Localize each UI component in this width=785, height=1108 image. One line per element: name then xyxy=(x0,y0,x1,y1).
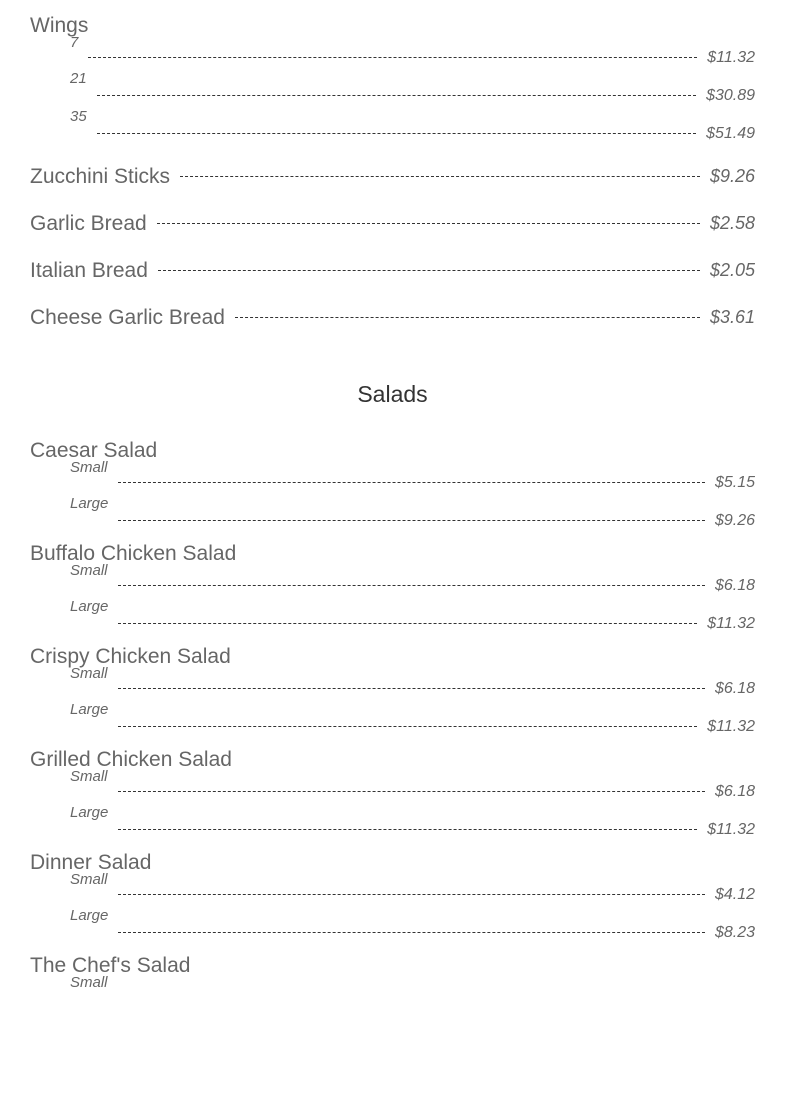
menu-item-row xyxy=(30,200,755,247)
option-price: $51.49 xyxy=(706,125,755,142)
option-price: $30.89 xyxy=(706,87,755,104)
option-list xyxy=(30,768,755,838)
option-price: $6.18 xyxy=(714,680,755,697)
menu-item-row xyxy=(30,247,755,294)
option-row xyxy=(70,871,755,903)
dotted-leader xyxy=(118,520,705,521)
menu-item-salad xyxy=(30,952,755,1006)
option-label: Small xyxy=(70,562,108,579)
option-list xyxy=(30,34,755,142)
option-price: $4.12 xyxy=(714,886,755,903)
item-price: $2.05 xyxy=(709,260,755,280)
option-label: Large xyxy=(70,907,109,924)
menu-item-salad xyxy=(30,746,755,838)
item-name: Garlic Bread xyxy=(30,211,147,235)
option-label: 21 xyxy=(70,70,87,87)
option-row xyxy=(70,562,755,594)
item-title: The Chef's Salad xyxy=(30,954,191,977)
dotted-leader xyxy=(180,176,700,177)
section-title: Salads xyxy=(357,381,428,407)
dotted-leader xyxy=(88,57,697,58)
option-price: $11.32 xyxy=(707,615,755,632)
item-price: $2.58 xyxy=(709,213,755,233)
item-title: Dinner Salad xyxy=(30,851,152,874)
option-row xyxy=(70,768,755,800)
option-price: $11.32 xyxy=(707,49,755,66)
menu-item-row xyxy=(30,294,755,341)
option-label: Small xyxy=(70,974,108,991)
dotted-leader xyxy=(118,623,697,624)
option-row xyxy=(70,974,755,1006)
dotted-leader xyxy=(157,223,700,224)
option-label: Large xyxy=(70,804,109,821)
option-list xyxy=(30,562,755,632)
option-row xyxy=(70,903,755,941)
menu-item-salad xyxy=(30,643,755,735)
option-price: $9.26 xyxy=(714,512,755,529)
dotted-leader xyxy=(118,482,705,483)
menu-page xyxy=(30,12,755,1017)
option-label: Small xyxy=(70,665,108,682)
option-row xyxy=(70,491,755,529)
item-title: Crispy Chicken Salad xyxy=(30,645,231,668)
option-label: Large xyxy=(70,495,109,512)
option-row xyxy=(70,459,755,491)
dotted-leader xyxy=(118,932,705,933)
option-label: Large xyxy=(70,598,109,615)
option-price: $6.18 xyxy=(714,783,755,800)
simple-item-list xyxy=(30,153,755,341)
menu-item-salad xyxy=(30,540,755,632)
option-price: $8.23 xyxy=(714,924,755,941)
dotted-leader xyxy=(118,894,705,895)
option-price: $5.15 xyxy=(714,474,755,491)
option-list xyxy=(30,974,755,1006)
option-label: Small xyxy=(70,768,108,785)
salad-list xyxy=(30,437,755,1006)
option-row xyxy=(70,594,755,632)
option-price: $11.32 xyxy=(707,718,755,735)
option-row xyxy=(70,66,755,104)
item-name: Cheese Garlic Bread xyxy=(30,305,225,329)
option-list xyxy=(30,871,755,941)
option-row xyxy=(70,34,755,66)
option-label: 7 xyxy=(70,34,79,51)
dotted-leader xyxy=(118,791,705,792)
item-title: Grilled Chicken Salad xyxy=(30,748,232,771)
item-title: Caesar Salad xyxy=(30,439,158,462)
item-title: Wings xyxy=(30,14,89,37)
option-label: 35 xyxy=(70,108,87,125)
option-label: Large xyxy=(70,701,109,718)
item-title: Buffalo Chicken Salad xyxy=(30,542,237,565)
option-row xyxy=(70,104,755,142)
dotted-leader xyxy=(235,317,700,318)
item-name: Italian Bread xyxy=(30,258,148,282)
option-list xyxy=(30,459,755,529)
menu-item-salad xyxy=(30,849,755,941)
menu-item-row xyxy=(30,153,755,200)
dotted-leader xyxy=(158,270,700,271)
dotted-leader xyxy=(118,726,697,727)
dotted-leader xyxy=(118,829,697,830)
option-row xyxy=(70,697,755,735)
item-price: $9.26 xyxy=(709,166,755,186)
item-name: Zucchini Sticks xyxy=(30,164,171,188)
menu-item-salad xyxy=(30,437,755,529)
menu-item-wings xyxy=(30,12,755,142)
option-label: Small xyxy=(70,871,108,888)
dotted-leader xyxy=(118,585,705,586)
option-row xyxy=(70,800,755,838)
dotted-leader xyxy=(118,688,705,689)
item-price: $3.61 xyxy=(709,307,755,327)
option-label: Small xyxy=(70,459,108,476)
dotted-leader xyxy=(97,95,696,96)
option-price: $6.18 xyxy=(714,577,755,594)
option-price: $11.32 xyxy=(707,821,755,838)
option-list xyxy=(30,665,755,735)
option-row xyxy=(70,665,755,697)
dotted-leader xyxy=(97,133,696,134)
